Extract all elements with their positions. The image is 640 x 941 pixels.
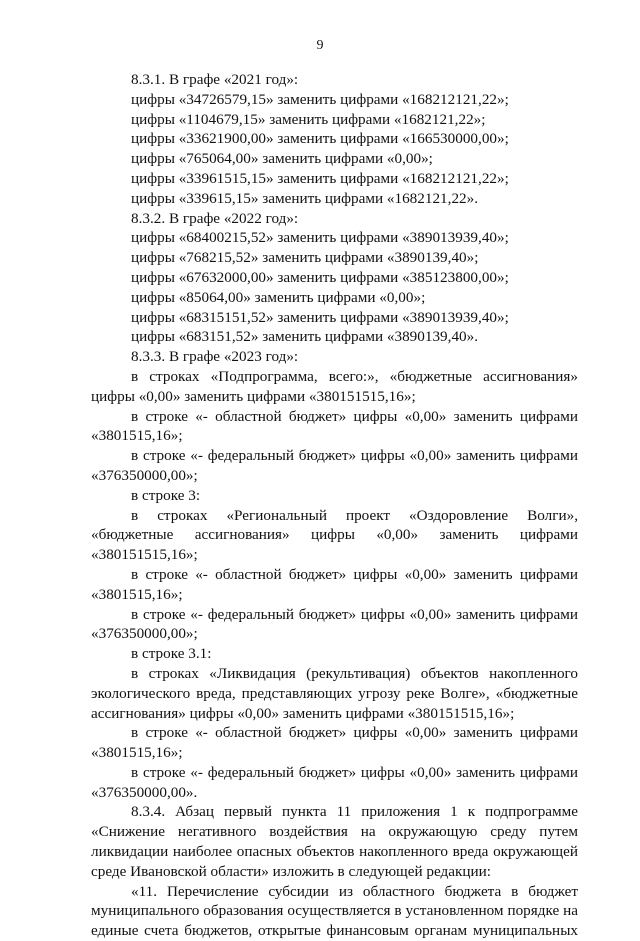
page-number: 9	[316, 38, 324, 53]
paragraph: цифры «683151,52» заменить цифрами «3890139,40».	[131, 328, 479, 346]
paragraph: в строке «- областной бюджет» цифры «0,00» заменить цифрами «3801515,16»;	[91, 565, 578, 603]
paragraph: «11. Перечисление субсидии из областного бюджета в бюджет муниципального образования осуществляется в установленном порядке на единые счета бюджетов, открытые финансовым органам муниципальных	[91, 882, 578, 940]
paragraph: в строке 3:	[131, 486, 201, 504]
paragraph: цифры «67632000,00» заменить цифрами «385123800,00»;	[131, 268, 509, 286]
paragraph: цифры «33961515,15» заменить цифрами «168212121,22»;	[131, 169, 509, 187]
paragraph: цифры «1104679,15» заменить цифрами «1682121,22»;	[131, 110, 486, 128]
paragraph: 8.3.4. Абзац первый пункта 11 приложения 1 к подпрограмме «Снижение негативного воздействия на окружающую среду путем ликвидации наиболее опасных объектов накопленного вреда окружающей среде Ивановской области» изложить в следующей редакции:	[91, 803, 578, 880]
paragraph: 8.3.1. В графе «2021 год»:	[131, 71, 299, 88]
paragraph: цифры «768215,52» заменить цифрами «3890139,40»;	[131, 249, 479, 267]
paragraph: в строке «- областной бюджет» цифры «0,00» заменить цифрами «3801515,16»;	[91, 724, 578, 762]
paragraph: цифры «85064,00» заменить цифрами «0,00»;	[131, 288, 426, 306]
paragraph: 8.3.3. В графе «2023 год»:	[131, 348, 299, 366]
paragraph: в строке «- федеральный бюджет» цифры «0,00» заменить цифрами «376350000,00».	[91, 763, 578, 801]
paragraph: в строке «- федеральный бюджет» цифры «0,00» заменить цифрами «376350000,00»;	[91, 605, 578, 643]
paragraph: цифры «68400215,52» заменить цифрами «389013939,40»;	[131, 229, 509, 247]
paragraph: в строке 3.1:	[131, 645, 212, 663]
paragraph: цифры «34726579,15» заменить цифрами «168212121,22»;	[131, 90, 509, 108]
paragraph: цифры «339615,15» заменить цифрами «1682121,22».	[131, 189, 479, 207]
paragraph: цифры «765064,00» заменить цифрами «0,00»;	[131, 150, 433, 168]
paragraph: в строках «Ликвидация (рекультивация) объектов накопленного экологического вреда, представляющих угрозу реке Волге», «бюджетные ассигнования» цифры «0,00» заменить цифрами «380151515,16»;	[91, 664, 578, 722]
document-body	[91, 70, 578, 941]
paragraph: 8.3.2. В графе «2022 год»:	[131, 209, 299, 227]
paragraph: в строке «- федеральный бюджет» цифры «0,00» заменить цифрами «376350000,00»;	[91, 447, 578, 484]
paragraph: цифры «68315151,52» заменить цифрами «389013939,40»;	[131, 308, 509, 326]
paragraph: в строках «Региональный проект «Оздоровление Волги», «бюджетные ассигнования» цифры «0,00» заменить цифрами «380151515,16»;	[91, 506, 578, 564]
paragraph: в строке «- областной бюджет» цифры «0,00» заменить цифрами «3801515,16»;	[91, 407, 578, 445]
paragraph: цифры «33621900,00» заменить цифрами «166530000,00»;	[131, 130, 509, 148]
paragraph: в строках «Подпрограмма, всего:», «бюджетные ассигнования» цифры «0,00» заменить цифрами «380151515,16»;	[91, 367, 578, 405]
